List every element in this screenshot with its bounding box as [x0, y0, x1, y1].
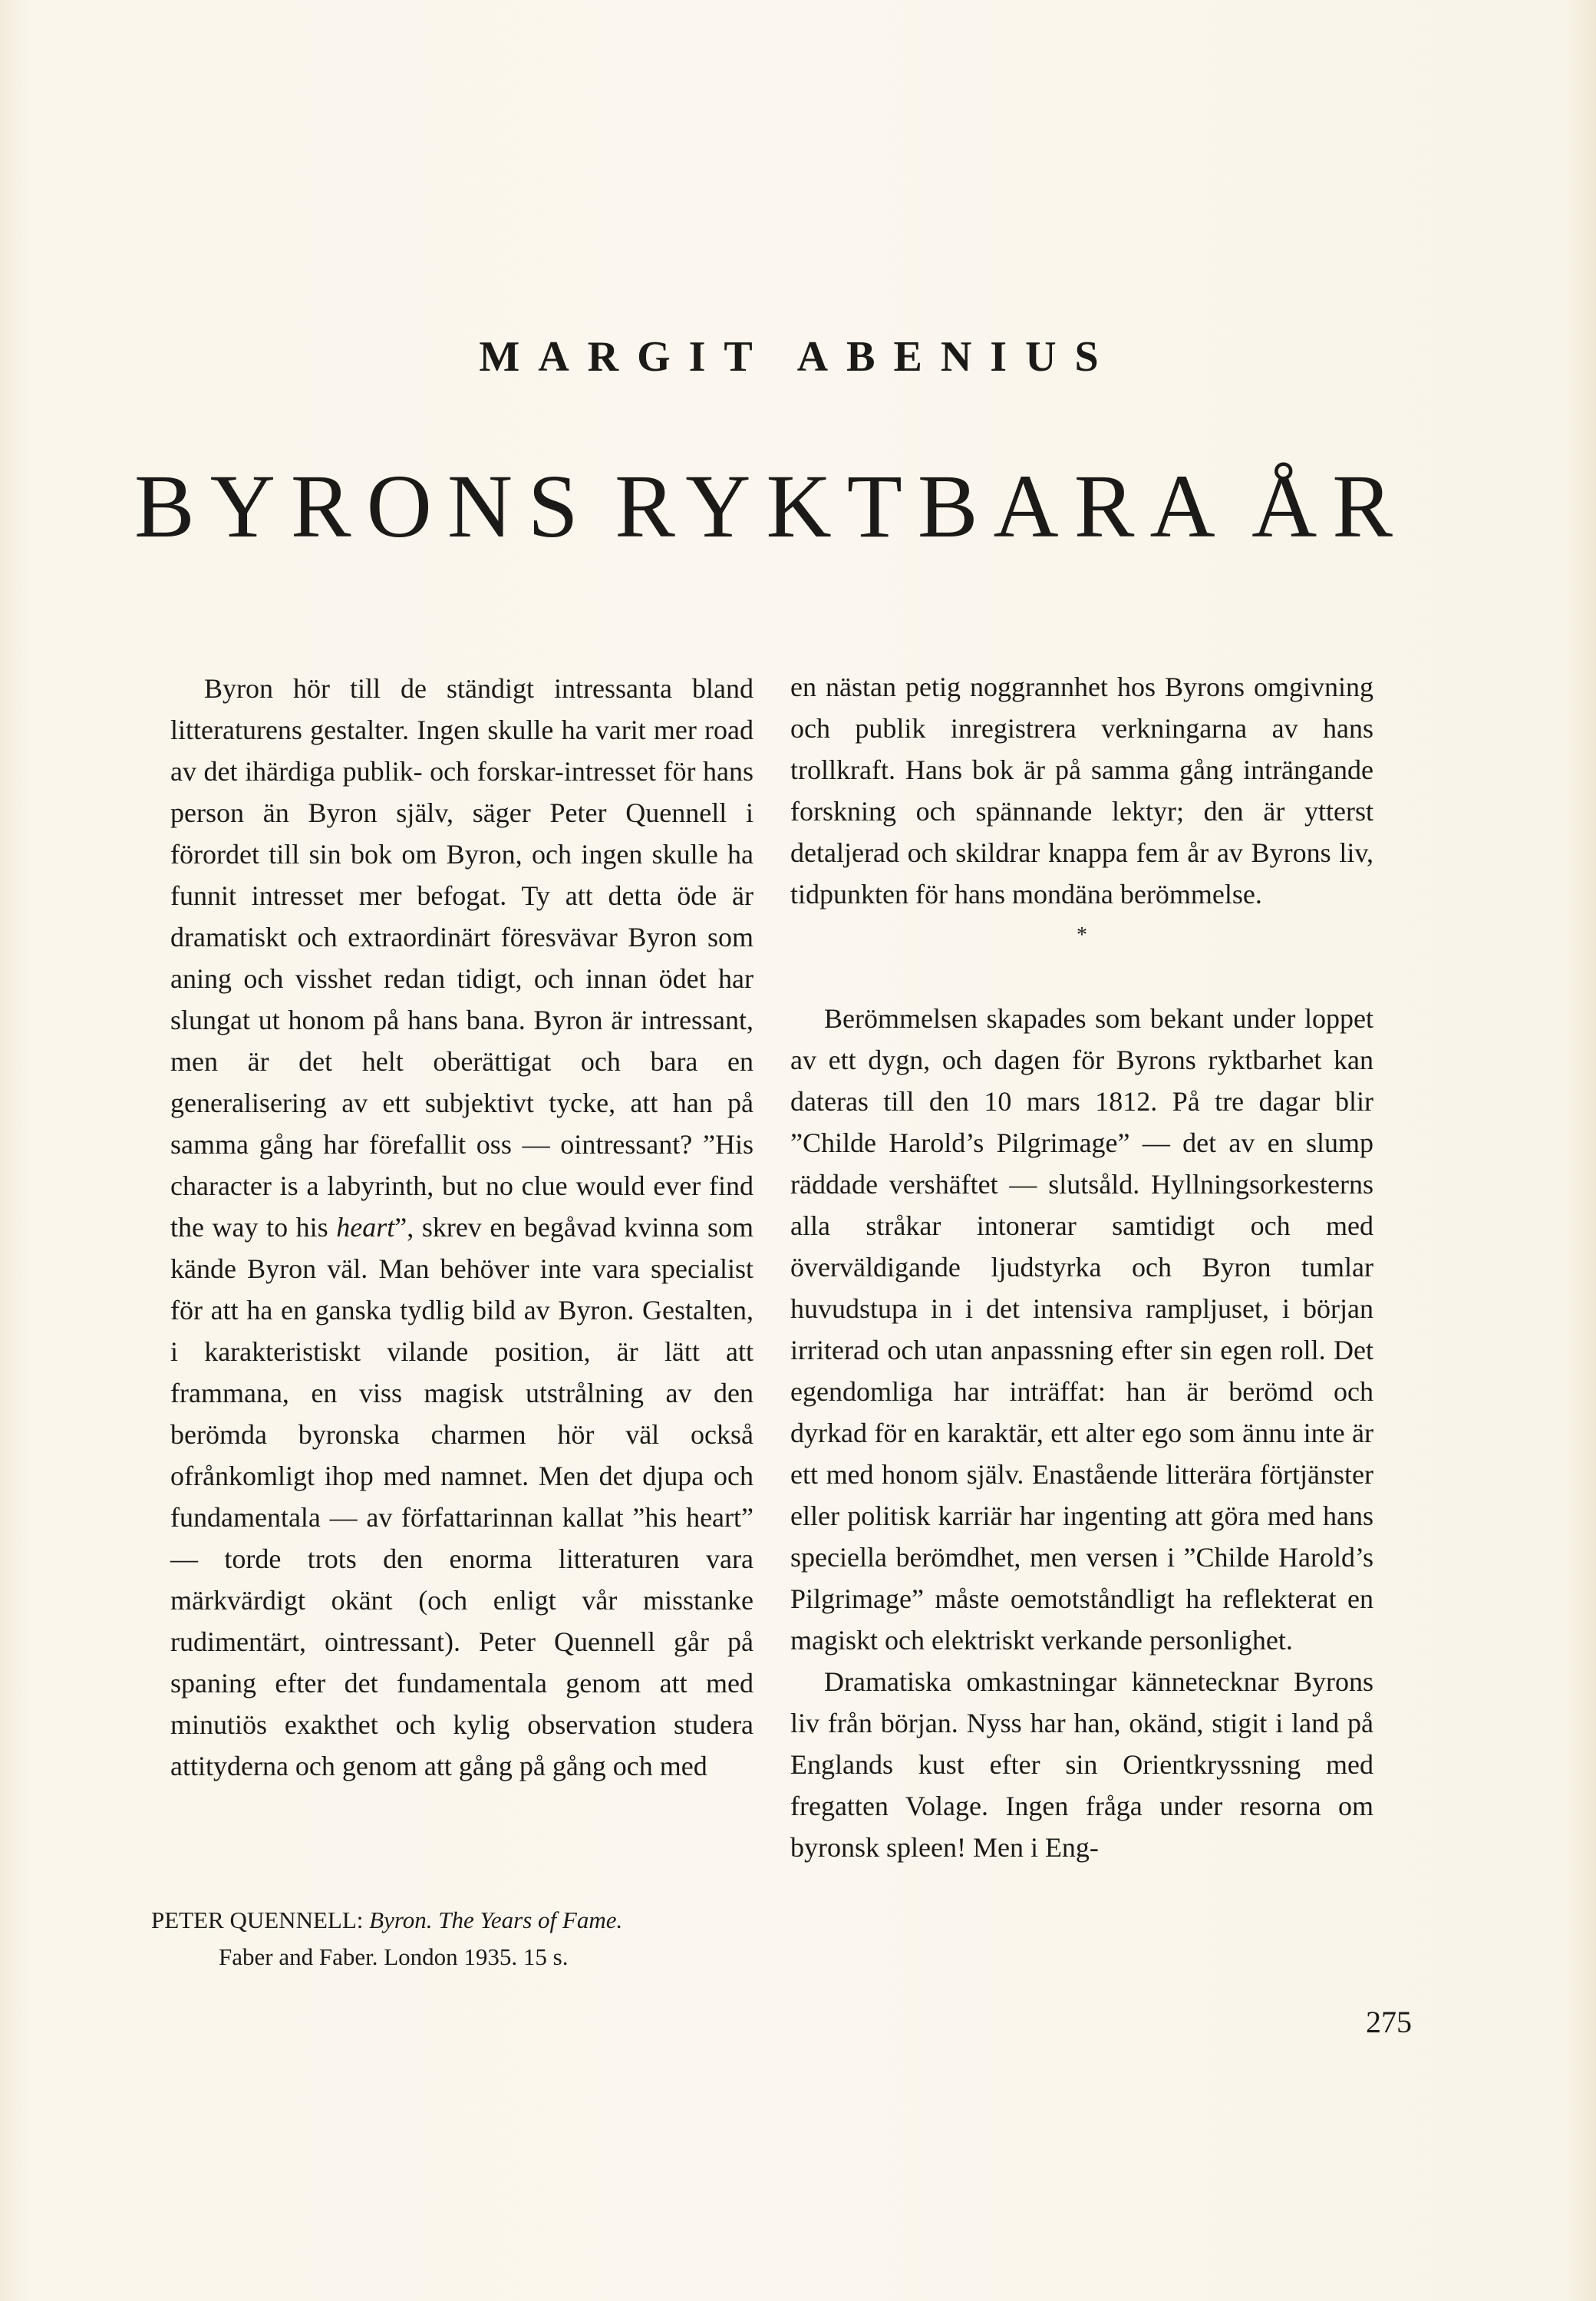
body-paragraph: Dramatiska omkastningar kännetecknar Byrons liv från början. Nyss har han, okänd, stigit i land på Englands kust efter sin Orientkryssning med fregatten Volage. Ingen fråga under resorna om byronsk spleen! Men i Eng-: [790, 1666, 1373, 1863]
author-name: MARGIT ABENIUS: [479, 333, 1117, 381]
body-paragraph: Berömmelsen skapades som bekant under loppet av ett dygn, och dagen för Byrons ryktbarhet kan dateras till den 10 mars 1812. På tre dagar blir ”Childe Harold’s Pilgrimage” — det av en slump räddade vershäftet — slutsåld. Hyllningsorkesterns alla stråkar intonerar samtidigt och med överväldigande ljudstyrka och Byron tumlar huvudstupa in i det intensiva rampljuset, i början irriterad och utan anpassning efter sin egen roll. Det egendomliga har inträffat: han är berömd och dyrkad för en karaktär, ett alter ego som ännu inte är ett med honom själv. Enastående litterära förtjänster eller politisk karriär har ingenting att göra med hans speciella berömdhet, men versen i ”Childe Harold’s Pilgrimage” måste oemotståndligt ha reflekterat en magiskt och elektriskt verkande personlighet.: [790, 1003, 1373, 1656]
bibliographic-footnote: [151, 1902, 765, 1976]
footnote-publisher: Faber and Faber. London 1935. 15 s.: [219, 1943, 569, 1970]
paragraph-text: Byron hör till de ständigt intressanta bland litteraturens gestalter. Ingen skulle ha varit mer road av det ihärdiga publik- och forskar-intresset för hans person än Byron själv, säger Peter Quennell i förordet till sin bok om Byron, och ingen skulle ha funnit intresset mer befogat. Ty att detta öde är dramatiskt och extraordinärt föresvävar Byron som aning och visshet redan tidigt, och innan ödet har slungat ut honom på hans bana. Byron är intressant, men är det helt oberättigat och bara en generalisering av ett subjektivt tycke, att han på samma gång har förefallit oss — ointressant? ”His character is a labyrinth, but no clue would ever find the way to his: [170, 673, 753, 1243]
body-paragraph: en nästan petig noggrannhet hos Byrons omgivning och publik inregistrera verkningarna av hans trollkraft. Hans bok är på samma gång inträngande forskning och spännande lektyr; den är ytterst detaljerad och skildrar knappa fem år av Byrons liv, tidpunkten för hans mondäna berömmelse.: [790, 672, 1373, 910]
article-title: [134, 453, 1408, 560]
emphasized-word: heart: [336, 1212, 395, 1243]
footnote-author: PETER QUENNELL:: [151, 1906, 364, 1933]
body-paragraph: [170, 668, 753, 1787]
title-word-1: BYRONS: [134, 456, 594, 556]
section-separator: *: [1077, 923, 1087, 947]
title-word-3: ÅR: [1251, 456, 1408, 556]
paragraph-text: ”, skrev en begåvad kvinna som kände Byron väl. Man behöver inte vara specialist för att ha en ganska tydlig bild av Byron. Gestalten, i karakteristiskt vilande position, är lätt att frammana, en viss magisk utstrålning av den berömda byronska charmen hör väl också ofrånkomligt ihop med namnet. Men det djupa och fundamentala — av författarinnan kallat ”his heart” — torde trots den enorma litteraturen vara märkvärdigt okänt (och enligt vår misstanke rudimentärt, ointressant). Peter Quennell går på spaning efter det fundamentala genom att med minutiös exakthet och kylig observation studera attityderna och genom att gång på gång och med: [170, 1212, 753, 1781]
right-column: [790, 666, 1373, 1868]
spacer: [790, 956, 1373, 998]
page-number: 275: [1366, 2005, 1412, 2039]
title-word-2: RYKTBARA: [615, 456, 1231, 556]
footnote-book-title: Byron. The Years of Fame.: [369, 1906, 623, 1933]
left-column: [170, 668, 753, 1787]
